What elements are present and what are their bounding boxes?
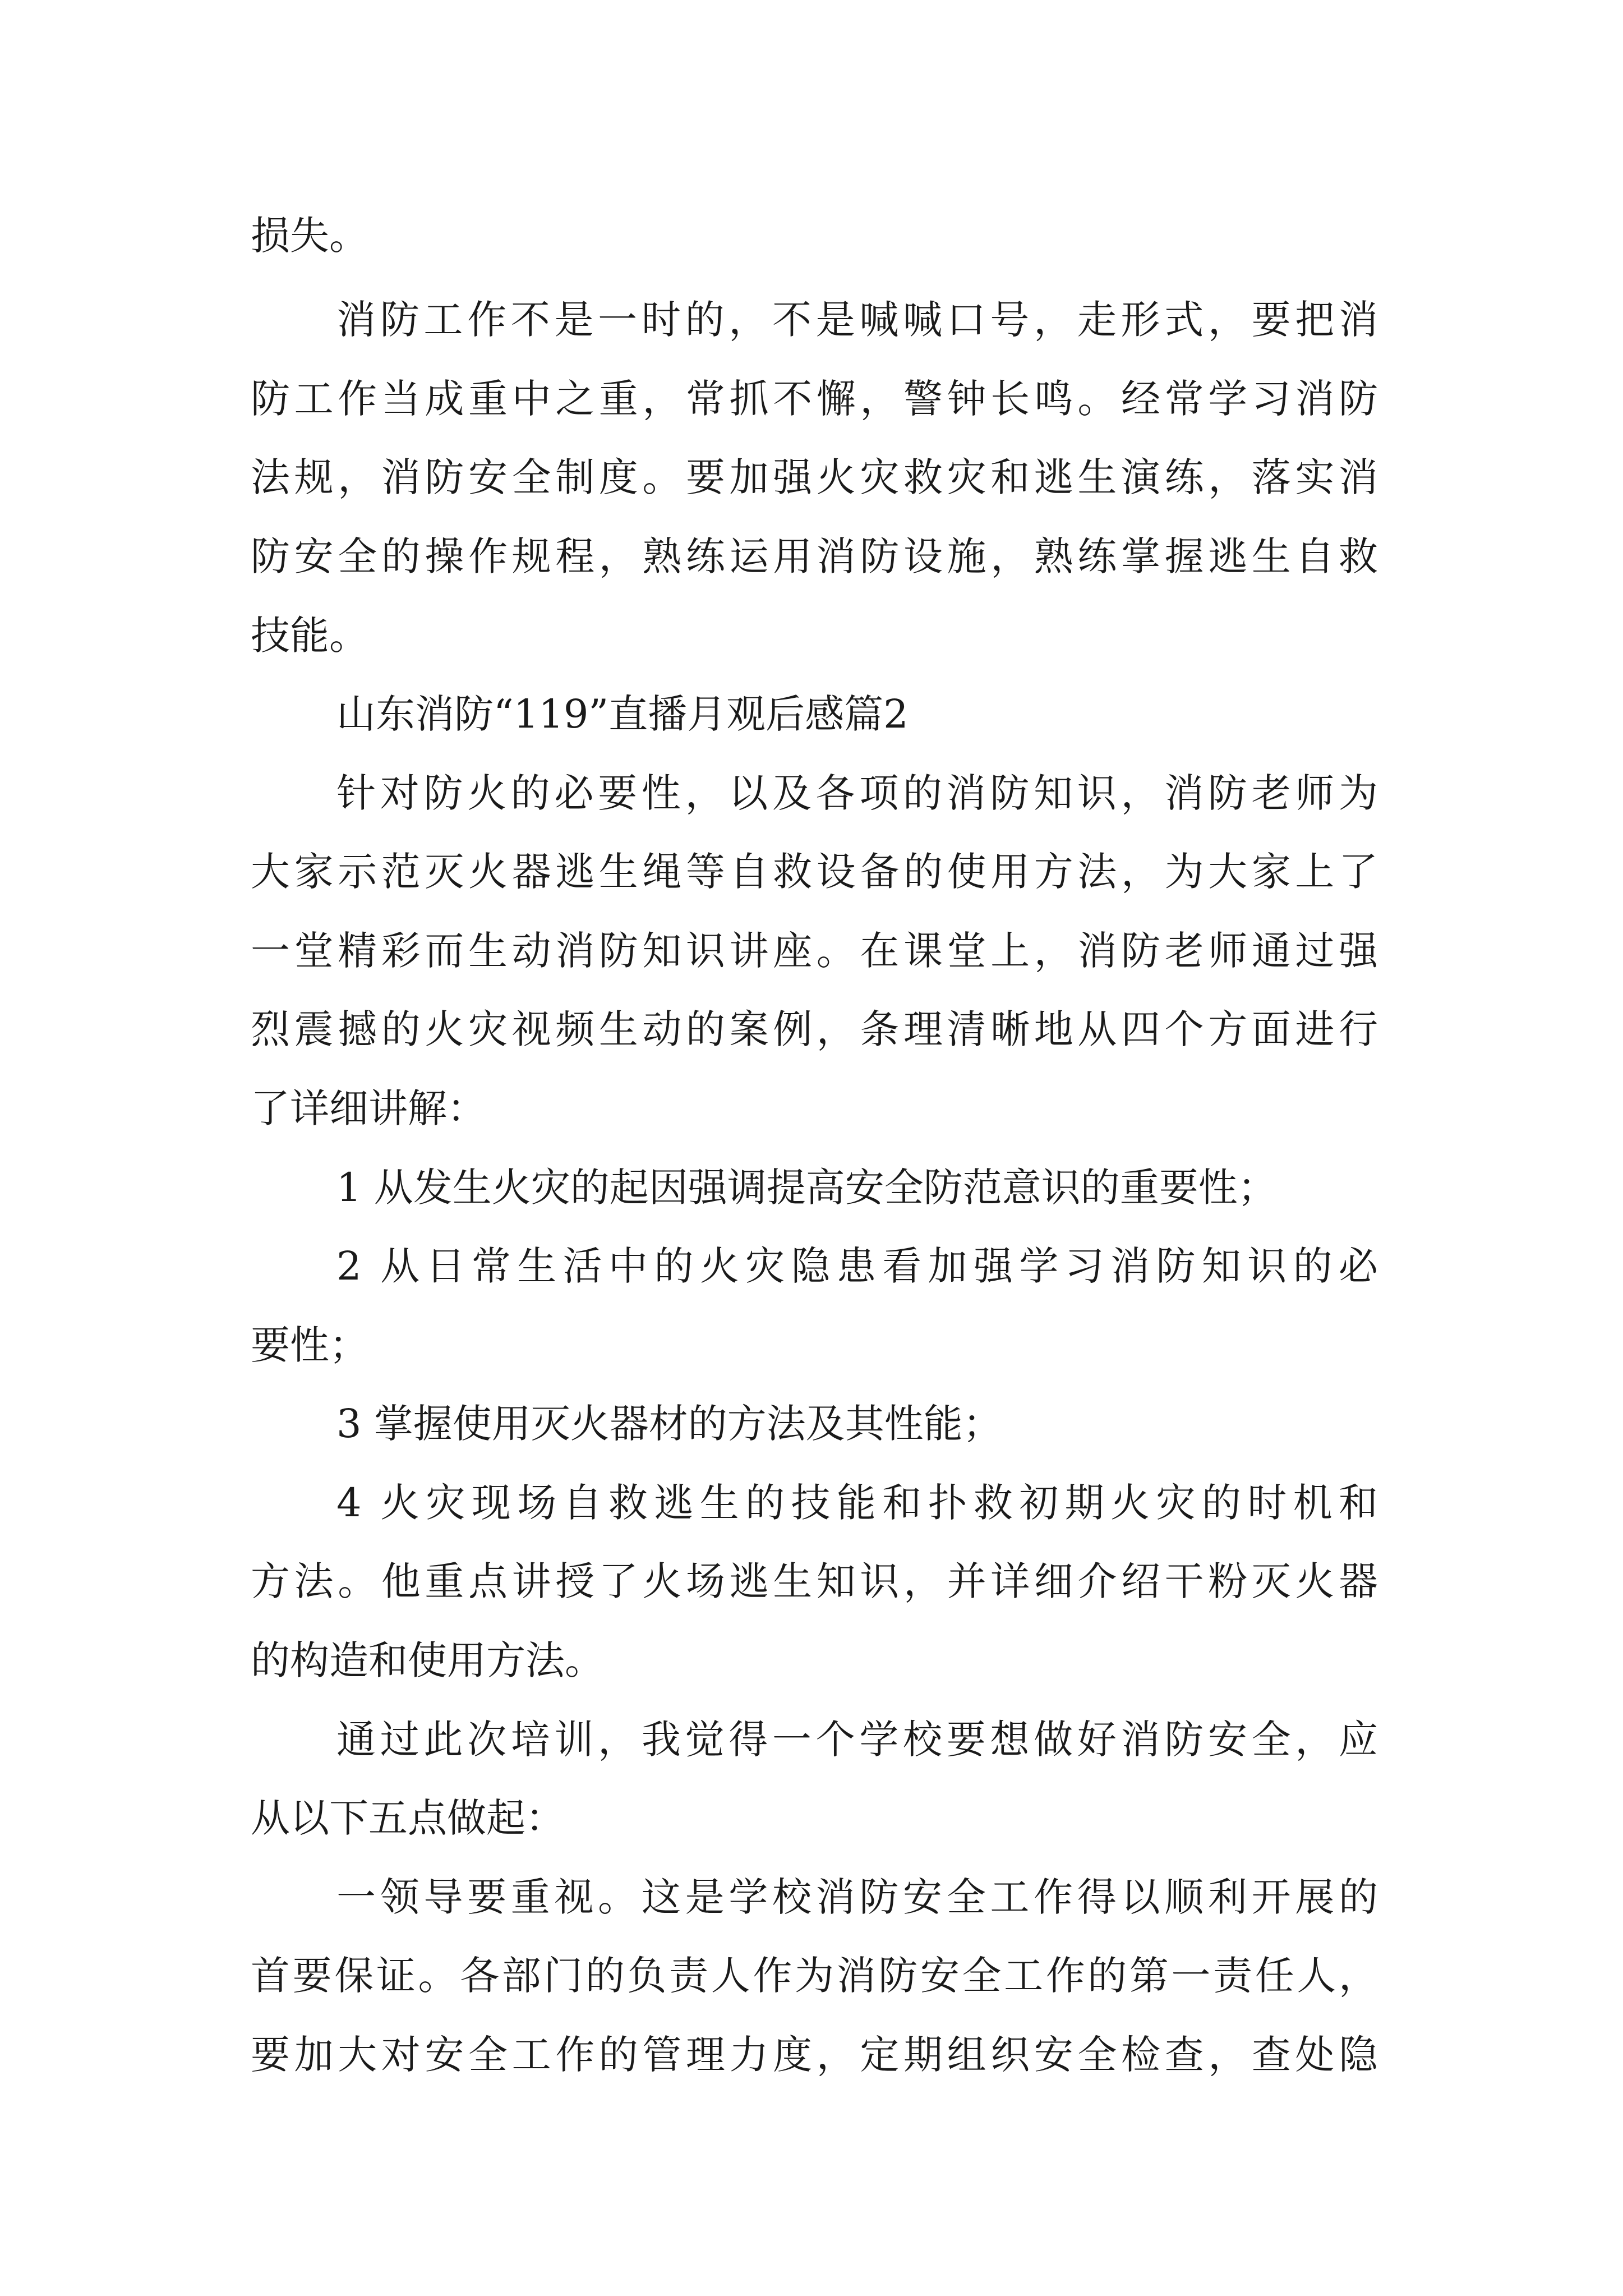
list-item: 2 从日常生活中的火灾隐患看加强学习消防知识的必 — [336, 1243, 1378, 1289]
text-line: 要加大对安全工作的管理力度，定期组织安全检查，查处隐 — [251, 2032, 1378, 2078]
section-heading: 山东消防“119”直播月观后感篇2 — [336, 691, 909, 737]
text-line: 针对防火的必要性，以及各项的消防知识，消防老师为 — [336, 770, 1378, 816]
text-line: 一堂精彩而生动消防知识讲座。在课堂上，消防老师通过强 — [251, 928, 1378, 974]
text-line: 要性； — [251, 1322, 368, 1368]
list-item: 1 从发生火灾的起因强调提高安全防范意识的重要性； — [336, 1165, 1277, 1211]
text-line: 的构造和使用方法。 — [251, 1637, 604, 1683]
list-item: 4 火灾现场自救逃生的技能和扑救初期火灾的时机和 — [336, 1480, 1378, 1526]
text-line: 消防工作不是一时的，不是喊喊口号，走形式，要把消 — [336, 297, 1378, 343]
text-line: 法规，消防安全制度。要加强火灾救灾和逃生演练，落实消 — [251, 454, 1378, 500]
text-line: 从以下五点做起： — [251, 1795, 565, 1841]
text-line: 技能。 — [251, 613, 368, 659]
text-line: 通过此次培训，我觉得一个学校要想做好消防安全，应 — [336, 1717, 1378, 1763]
text-line: 首要保证。各部门的负责人作为消防安全工作的第一责任人， — [251, 1953, 1378, 1999]
text-line: 大家示范灭火器逃生绳等自救设备的使用方法，为大家上了 — [251, 849, 1378, 895]
text-line: 防工作当成重中之重，常抓不懈，警钟长鸣。经常学习消防 — [251, 376, 1378, 422]
list-item: 3 掌握使用灭火器材的方法及其性能； — [336, 1401, 1002, 1447]
text-line: 防安全的操作规程，熟练运用消防设施，熟练掌握逃生自救 — [251, 533, 1378, 579]
text-line: 损失。 — [251, 213, 368, 259]
text-line: 一领导要重视。这是学校消防安全工作得以顺利开展的 — [336, 1874, 1378, 1920]
text-line: 方法。他重点讲授了火场逃生知识，并详细介绍干粉灭火器 — [251, 1558, 1378, 1604]
text-line: 了详细讲解： — [251, 1085, 486, 1131]
text-line: 烈震撼的火灾视频生动的案例，条理清晰地从四个方面进行 — [251, 1006, 1378, 1052]
